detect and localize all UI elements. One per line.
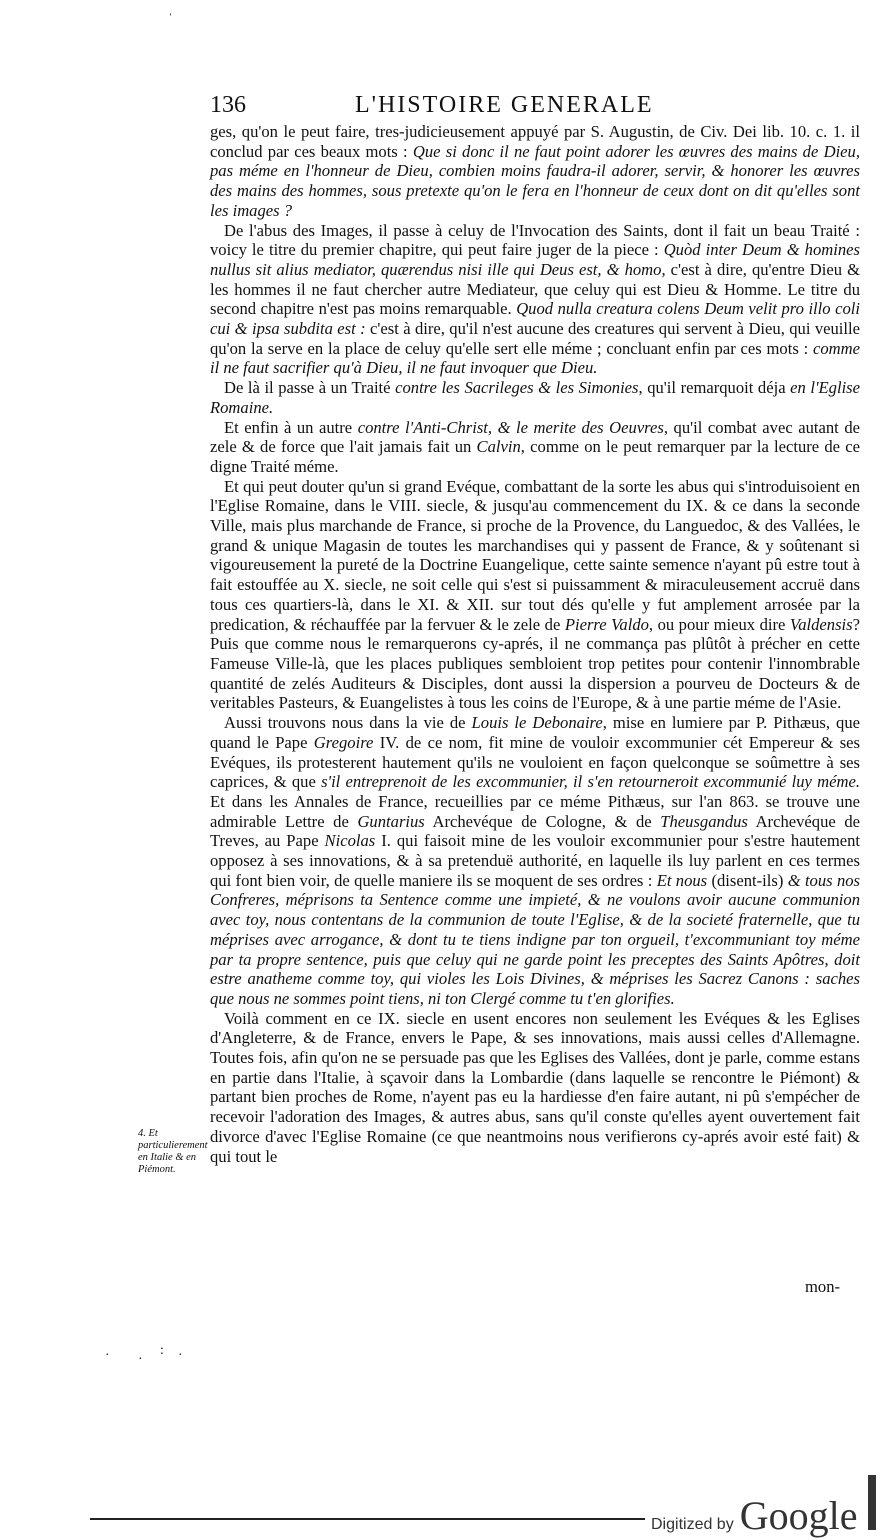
page-edge-shadow bbox=[868, 1475, 876, 1530]
italic-text: Pierre Valdo bbox=[564, 614, 649, 634]
text-run: c'est à dire, qu'entre Dieu & les hommes il ne faut chercher autre Mediateur, que celuy qui est Dieu & Homme. Le titre du second chapitre n'est pas moins remarquable. bbox=[210, 259, 860, 319]
google-logo: Google bbox=[739, 1493, 858, 1538]
italic-text: contre les Sacrileges & les Simonies bbox=[395, 378, 639, 398]
text-run: , mise en lumiere par P. Pithæus, que quand le Pape bbox=[210, 713, 860, 752]
text-run: ges, qu'on le peut faire, tres-judicieusement appuyé par S. Augustin, de Civ. Dei lib. 10. c. 1. il conclud par ces beaux mots : bbox=[210, 122, 860, 161]
italic-text: Louis le Debonaire bbox=[471, 713, 603, 733]
italic-text: Que si donc il ne faut point adorer les œuvres des mains de Dieu, pas méme en l'honneur de Dieu, combien moins faudra-il adorer, servir, & honorer les œuvres des mains des hommes, sous pretexte qu'on le fera en l'honneur de ceux dont on dit qu'elles sont les images ? bbox=[210, 141, 860, 220]
text-run: Archevéque de Cologne, & de bbox=[424, 811, 661, 831]
text-run: (disent-ils) bbox=[707, 870, 788, 890]
text-run: I. qui faisoit mine de les vouloir excommunier pour s'estre hautement opposez à ses innovations, & à sa pretenduë authorité, en laquelle ils luy parlent en ces termes qui font bien voir, de quelle maniere ils se moquent de ses ordres : bbox=[210, 831, 861, 890]
running-title: L'HISTOIRE GENERALE bbox=[355, 92, 654, 118]
ink-speck: · bbox=[178, 1348, 183, 1363]
italic-text: Et nous bbox=[656, 870, 708, 890]
text-run: , qu'il combat avec autant de zele & de force que l'ait jamais fait un bbox=[210, 417, 860, 457]
page-bottom-rule bbox=[90, 1518, 645, 1520]
italic-text: & tous nos Confreres, méprisons ta Sentence comme une impieté, & ne voulons avoir aucune communion avec toy, nous contentans de la communion de toute l'Eglise, & de la societé fraternelle, que tu méprises avec arrogance, & dont tu te tiens indigne par ton orgueil, t'excommuniant toy méme par ta propre sentence, puis que celuy qui ne garde point les preceptes des Saints Apôtres, doit estre anatheme comme toy, qui violes les Lois Divines, & méprises les Sacrez Canons : saches que nous ne sommes point tiens, ni ton Clergé comme tu t'en glorifies. bbox=[210, 870, 860, 1008]
text-run: , ou pour mieux dire bbox=[648, 614, 790, 634]
text-run: , comme on le peut remarquer par la lecture de ce digne Traité méme. bbox=[210, 437, 861, 476]
paragraph bbox=[210, 122, 860, 221]
text-run: De là il passe à un Traité bbox=[224, 378, 396, 398]
paragraph bbox=[210, 477, 860, 713]
paragraph bbox=[210, 713, 860, 1009]
page-header bbox=[210, 92, 860, 122]
italic-text: en l'Eglise Romaine. bbox=[210, 378, 860, 417]
paragraph bbox=[210, 418, 860, 477]
italic-text: Gregoire bbox=[313, 732, 374, 752]
paragraph bbox=[210, 221, 860, 379]
digitized-watermark bbox=[651, 1492, 857, 1539]
italic-text: Valdensis bbox=[789, 614, 853, 634]
ink-speck: : bbox=[160, 1343, 164, 1358]
body-text bbox=[210, 122, 860, 1166]
text-run: Et dans les Annales de France, recueillies par ce méme Pithæus, sur l'an 863. se trouve une admirable Lettre de bbox=[210, 791, 860, 831]
digitized-label: Digitized by bbox=[651, 1516, 734, 1533]
italic-text: Quod nulla creatura colens Deum velit pro illo coli cui & ipsa subdita est : bbox=[210, 299, 860, 339]
italic-text: s'il entreprenoit de les excommunier, il s'en retourneroit excommunié luy méme. bbox=[321, 772, 861, 792]
text-run: IV. de ce nom, fit mine de vouloir excommunier cét Empereur & ses Evéques, ils protesterent hautement qu'ils ne vouloient en façon quelconque se soûmettre à ses caprices, & que bbox=[210, 732, 860, 792]
text-run: c'est à dire, qu'il n'est aucune des creatures qui servent à Dieu, qui veuille qu'on la serve en la place de celuy qu'elle sert elle méme ; concluant enfin par ces mots : bbox=[210, 319, 860, 358]
italic-text: Guntarius bbox=[357, 811, 425, 831]
text-run: De l'abus des Images, il passe à celuy de l'Invocation des Saints, dont il fait un beau Traité : voicy le titre du premier chapitre, qui peut faire juger de la piece : bbox=[210, 220, 860, 260]
text-run: Et enfin à un autre bbox=[224, 417, 358, 437]
italic-text: Calvin bbox=[476, 437, 521, 457]
italic-text: Theusgandus bbox=[660, 811, 748, 831]
catchword: mon- bbox=[805, 1277, 841, 1296]
paragraph bbox=[210, 1009, 860, 1167]
text-run: Archevéque de Treves, au Pape bbox=[210, 811, 860, 851]
ink-speck: · bbox=[138, 1352, 143, 1367]
text-run: Voilà comment en ce IX. siecle en usent encores non seulement les Evéques & les Eglises d'Angleterre, & de France, envers le Pape, & ses innovations, mais aussi celles d'Allemagne. Toutes fois, afin qu'on ne se persuade pas que les Eglises des Vallées, dont je parle, comme estans en partie dans l'Italie, à sçavoir dans la Lombardie (dans laquelle se rencontre le Piémont) & partant bien proches de Rome, n'ayent pas eu la hardiesse d'en faire autant, ni pû s'empécher de recevoir l'adoration des Images, & autres abus, sans qu'il conste qu'elles ayent ouvertement fait divorce d'avec l'Eglise Romaine (ce que neantmoins nous verifierons cy-aprés avoir esté fait) & qui tout le bbox=[210, 1008, 860, 1166]
margin-note: 4. Et particulierement en Italie & en Piémont. bbox=[138, 1128, 208, 1175]
page-number: 136 bbox=[210, 92, 246, 118]
paragraph bbox=[210, 378, 860, 417]
page-text-block bbox=[210, 92, 860, 1166]
italic-text: contre l'Anti-Christ, & le merite des Oeuvres bbox=[357, 417, 664, 437]
text-run: Aussi trouvons nous dans la vie de bbox=[224, 713, 472, 733]
text-run: Et qui peut douter qu'un si grand Evéque, combattant de la sorte les abus qui s'introduisoient en l'Eglise Romaine, dans le VIII. siecle, & jusqu'au commencement du IX. & ce dans la seconde Ville, mais plus marchande de France, si proche de la Provence, du Languedoc, & des Vallées, le grand & unique Magasin de toutes les marchandises qui y passent de France, & y soûtenant si vigoureusement la pureté de la Doctrine Euangelique, cette sainte semence n'ayant pû estre tout à fait estouffée au X. siecle, ne soit celle qui s'est si puissamment & miraculeusement accruë dans tous ces quartiers-là, dans le XI. & XII. sur tout dés qu'elle y fut amplement arrosée par la predication, & réchauffée par la fervuer & le zele de bbox=[210, 476, 860, 634]
ink-speck: · bbox=[105, 1348, 110, 1363]
italic-text: comme il ne faut sacrifier qu'à Dieu, il ne faut invoquer que Dieu. bbox=[210, 338, 860, 378]
ink-speck: ˈ bbox=[168, 12, 173, 27]
text-run: , qu'il remarquoit déja bbox=[638, 378, 791, 398]
italic-text: Nicolas bbox=[324, 831, 376, 851]
text-run: ? Puis que comme nous le remarquerons cy-aprés, il ne commança pas plûtôt à précher en cette Fameuse Ville-là, que les places publiques sembloient trop petites pour contenir l'innombrable quantité de zelés Auditeurs & Disciples, dont aussi la dispersion a pourveu de Docteurs & de veritables Pasteurs, & Euangelistes à tous les coins de l'Europe, & à une partie méme de l'Asie. bbox=[210, 614, 860, 713]
italic-text: Quòd inter Deum & homines nullus sit alius mediator, quærendus nisi ille qui Deus est, & homo, bbox=[210, 240, 860, 279]
